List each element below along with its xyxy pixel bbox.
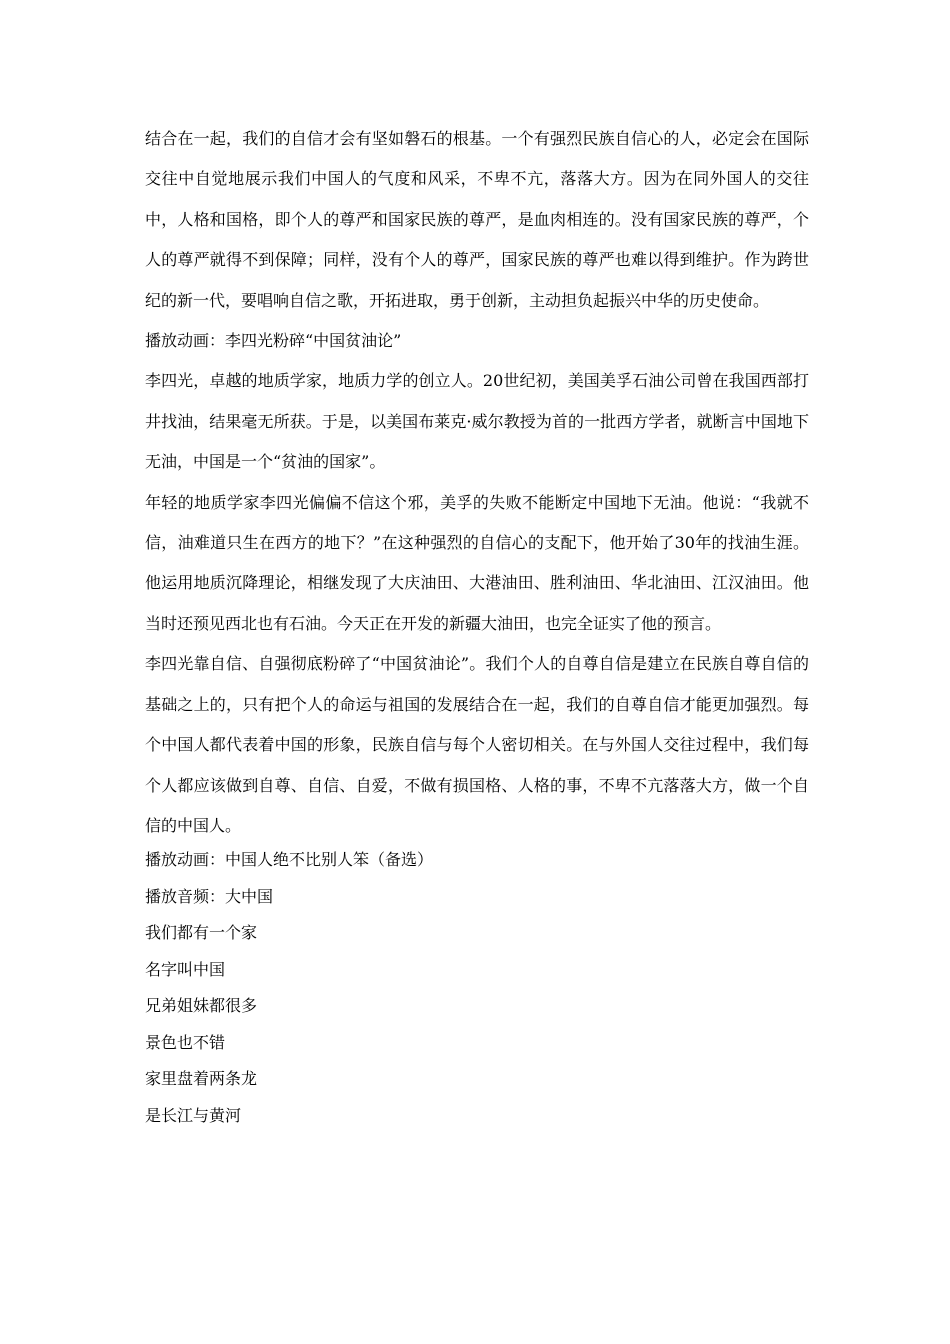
paragraph-li-siguang-oil-search: 年轻的地质学家李四光偏偏不信这个邪，美孚的失败不能断定中国地下无油。他说：“我就不信，油难道只生在西方的地下？”在这种强烈的自信心的支配下，他开始了30年的找油生涯。他运用地质沉降理论，相继发现了大庆油田、大港油田、胜利油田、华北油田、江汉油田。他当时还预见西北也有石油。今天正在开发的新疆大油田，也完全证实了他的预言。: [145, 492, 809, 633]
paragraph-li-siguang-intro: 李四光，卓越的地质学家，地质力学的创立人。20世纪初，美国美孚石油公司曾在我国西部打井找油，结果毫无所获。于是，以美国布莱克·威尔教授为首的一批西方学者，就断言中国地下无油，中国是一个“贫油的国家”。: [145, 371, 809, 472]
lyric-line: 景色也不错: [145, 1032, 226, 1052]
animation-note-optional: 播放动画：中国人绝不比别人笨（备选）: [145, 850, 434, 870]
lyric-line: 名字叫中国: [145, 959, 226, 979]
animation-note-li-siguang: 播放动画：李四光粉碎“中国贫油论”: [145, 331, 402, 351]
lyric-line: 家里盘着两条龙: [145, 1069, 258, 1089]
lyric-line: 我们都有一个家: [145, 923, 258, 943]
audio-note-great-china: 播放音频：大中国: [145, 886, 274, 906]
lyric-line: 兄弟姐妹都很多: [145, 996, 258, 1016]
document-body: [145, 119, 809, 1134]
paragraph-national-dignity: 结合在一起，我们的自信才会有坚如磐石的根基。一个有强烈民族自信心的人，必定会在国际交往中自觉地展示我们中国人的气度和风采，不卑不亢，落落大方。因为在同外国人的交往中，人格和国格，即个人的尊严和国家民族的尊严，是血肉相连的。没有国家民族的尊严，个人的尊严就得不到保障；同样，没有个人的尊严，国家民族的尊严也难以得到维护。作为跨世纪的新一代，要唱响自信之歌，开拓进取，勇于创新，主动担负起振兴中华的历史使命。: [145, 129, 809, 310]
lyric-line: 是长江与黄河: [145, 1105, 242, 1125]
paragraph-self-confidence: 李四光靠自信、自强彻底粉碎了“中国贫油论”。我们个人的自尊自信是建立在民族自尊自信的基础之上的，只有把个人的命运与祖国的发展结合在一起，我们的自尊自信才能更加强烈。每个中国人都代表着中国的形象，民族自信与每个人密切相关。在与外国人交往过程中，我们每个人都应该做到自尊、自信、自爱，不做有损国格、人格的事，不卑不亢落落大方，做一个自信的中国人。: [145, 654, 809, 835]
